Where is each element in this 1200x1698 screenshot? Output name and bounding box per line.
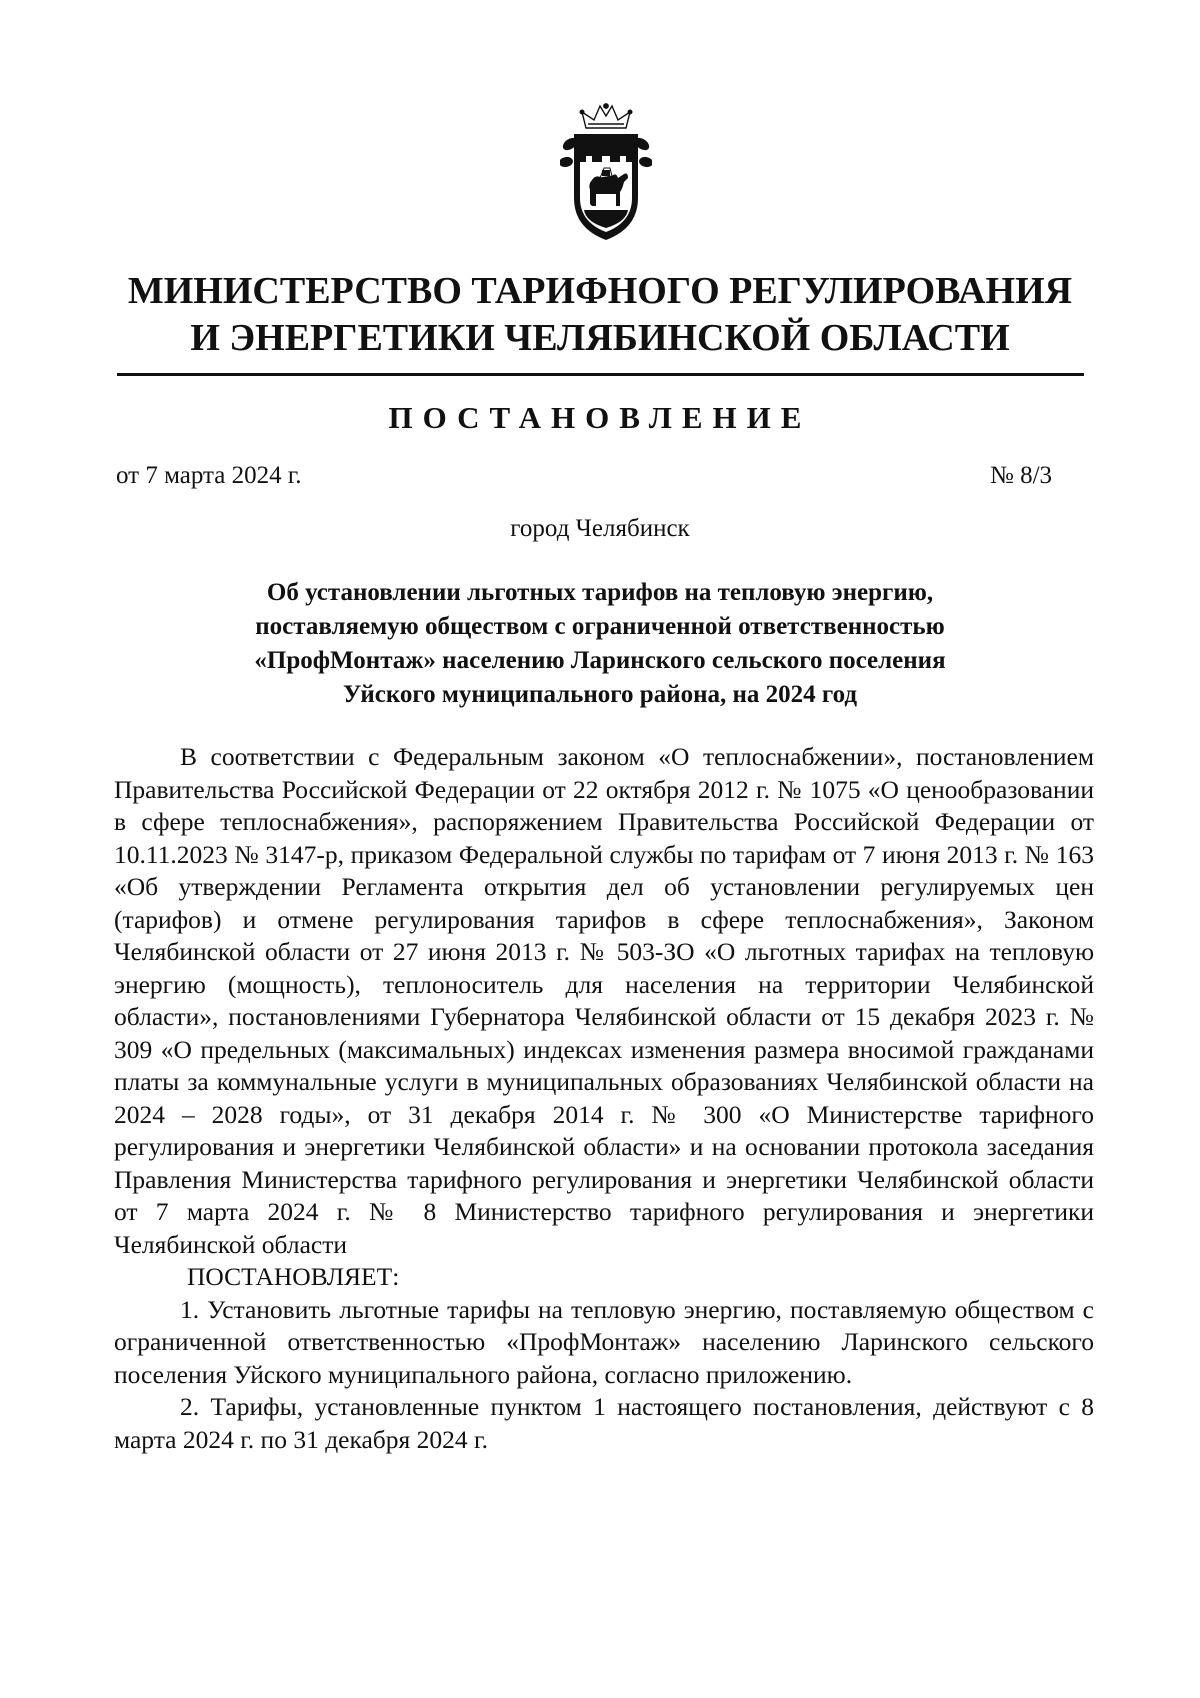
document-date: от 7 марта 2024 г. — [116, 462, 302, 489]
title-line-1: Об установлении льготных тарифов на тепловую энергию, — [266, 579, 934, 606]
document-city: город Челябинск — [510, 515, 690, 542]
header-divider — [117, 373, 1084, 376]
document-type: ПОСТАНОВЛЕНИЕ — [388, 400, 812, 435]
title-line-3: «ПрофМонтаж» населению Ларинского сельского поселения — [254, 647, 946, 674]
document-number: № 8/3 — [990, 462, 1053, 489]
ministry-name — [100, 268, 1100, 362]
title-line-4: Уйского муниципального района, на 2024 год — [342, 681, 858, 708]
title-line-2: поставляемую обществом с ограниченной ответственностью — [255, 613, 945, 640]
ministry-name-line-2: И ЭНЕРГЕТИКИ ЧЕЛЯБИНСКОЙ ОБЛАСТИ — [190, 317, 1010, 359]
ministry-name-line-1: МИНИСТЕРСТВО ТАРИФНОГО РЕГУЛИРОВАНИЯ — [127, 270, 1073, 312]
decree-word: ПОСТАНОВЛЯЕТ: — [187, 1262, 400, 1291]
document-title — [160, 576, 1040, 712]
document-body — [114, 741, 1094, 1456]
preamble-paragraph: В соответствии с Федеральным законом «О теплоснабжении», постановлением Правительства Российской Федерации от 22 октября 2012 г. № 1075 «О ценообразовании в сфере теплоснабжения», распоряжением Правительства Российской Федерации от 10.11.2023 № 3147-р, приказом Федеральной службы по тарифам от 7 июня 2013 г. № 163 «Об утверждении Регламента открытия дел об установлении регулируемых цен (тарифов) и отмене регулирования тарифов в сфере теплоснабжения», Законом Челябинской области от 27 июня 2013 г. № 503-ЗО «О льготных тарифах на тепловую энергию (мощность), теплоноситель для населения на территории Челябинской области», постановлениями Губернатора Челябинской области от 15 декабря 2023 г. № 309 «О предельных (максимальных) индексах изменения размера вносимой гражданами платы за коммунальные услуги в муниципальных образованиях Челябинской области на 2024 – 2028 годы», от 31 декабря 2014 г. № 300 «О Министерстве тарифного регулирования и энергетики Челябинской области» и на основании протокола заседания Правления Министерства тарифного регулирования и энергетики Челябинской области от 7 марта 2024 г. № 8 Министерство тарифного регулирования и энергетики Челябинской области — [114, 742, 1094, 1259]
item-1-paragraph: 1. Установить льготные тарифы на тепловую энергию, поставляемую обществом с ограниченной ответственностью «ПрофМонтаж» населению Ларинского сельского поселения Уйского муниципального района, согласно приложению. — [114, 1294, 1094, 1389]
coat-of-arms-icon — [560, 100, 652, 244]
item-2-paragraph: 2. Тарифы, установленные пунктом 1 настоящего постановления, действуют с 8 марта 2024 г. по 31 декабря 2024 г. — [114, 1392, 1094, 1454]
